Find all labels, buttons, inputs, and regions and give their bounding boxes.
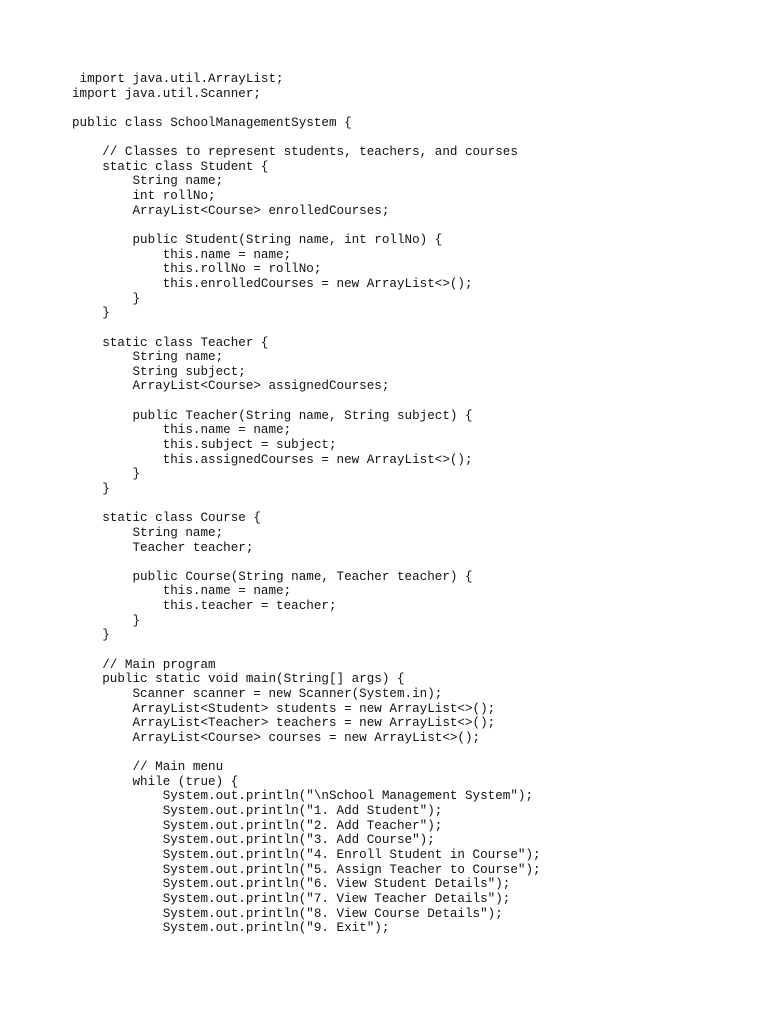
- code-line: System.out.println("7. View Teacher Details");: [72, 891, 511, 906]
- code-line: public Course(String name, Teacher teacher) {: [72, 569, 473, 584]
- code-line: System.out.println("4. Enroll Student in Course");: [72, 847, 541, 862]
- code-line: public Teacher(String name, String subject) {: [72, 408, 473, 423]
- code-line: }: [72, 628, 110, 643]
- code-line: System.out.println("3. Add Course");: [72, 833, 435, 848]
- code-line: [72, 321, 541, 336]
- code-line: Teacher teacher;: [72, 540, 254, 555]
- code-line: public class SchoolManagementSystem {: [72, 115, 352, 130]
- code-line: while (true) {: [72, 774, 239, 789]
- code-line: [72, 555, 541, 570]
- code-line: [72, 745, 541, 760]
- code-line: }: [72, 306, 110, 321]
- code-line: // Main program: [72, 657, 216, 672]
- code-line: System.out.println("5. Assign Teacher to Course");: [72, 862, 541, 877]
- code-line: static class Student {: [72, 159, 269, 174]
- code-line: this.teacher = teacher;: [72, 599, 337, 614]
- code-line: System.out.println("6. View Student Details");: [72, 877, 511, 892]
- code-line: System.out.println("8. View Course Details");: [72, 906, 503, 921]
- code-line: static class Course {: [72, 511, 261, 526]
- code-line: ArrayList<Teacher> teachers = new ArrayList<>();: [72, 716, 496, 731]
- code-line: ArrayList<Course> assignedCourses;: [72, 379, 390, 394]
- code-line: System.out.println("\nSchool Management System");: [72, 789, 534, 804]
- code-line: this.name = name;: [72, 584, 292, 599]
- code-line: [72, 643, 541, 658]
- code-line: }: [72, 613, 141, 628]
- code-line: int rollNo;: [72, 189, 216, 204]
- code-line: [72, 497, 541, 512]
- code-line: this.name = name;: [72, 423, 292, 438]
- code-line: [72, 131, 541, 146]
- code-line: this.enrolledCourses = new ArrayList<>();: [72, 276, 473, 291]
- code-line: ArrayList<Course> enrolledCourses;: [72, 203, 390, 218]
- code-line: String name;: [72, 174, 224, 189]
- code-line: }: [72, 481, 110, 496]
- code-line: System.out.println("2. Add Teacher");: [72, 818, 443, 833]
- code-line: String name;: [72, 525, 224, 540]
- code-line: Scanner scanner = new Scanner(System.in);: [72, 686, 443, 701]
- code-line: String name;: [72, 350, 224, 365]
- code-line: static class Teacher {: [72, 335, 269, 350]
- code-line: public Student(String name, int rollNo) {: [72, 233, 443, 248]
- code-line: [72, 218, 541, 233]
- code-line: System.out.println("1. Add Student");: [72, 804, 443, 819]
- code-line: System.out.println("9. Exit");: [72, 921, 390, 936]
- code-line: }: [72, 467, 141, 482]
- code-line: ArrayList<Student> students = new ArrayList<>();: [72, 701, 496, 716]
- code-line: [72, 101, 541, 116]
- code-line: [72, 394, 541, 409]
- code-line: // Main menu: [72, 760, 224, 775]
- code-line: this.subject = subject;: [72, 438, 337, 453]
- code-line: }: [72, 291, 141, 306]
- code-line: import java.util.Scanner;: [72, 86, 261, 101]
- code-line: // Classes to represent students, teachers, and courses: [72, 145, 518, 160]
- code-line: import java.util.ArrayList;: [72, 72, 284, 86]
- code-listing: [72, 72, 541, 936]
- code-line: this.assignedCourses = new ArrayList<>();: [72, 452, 473, 467]
- code-line: this.rollNo = rollNo;: [72, 262, 322, 277]
- code-line: public static void main(String[] args) {: [72, 672, 405, 687]
- code-line: ArrayList<Course> courses = new ArrayList<>();: [72, 730, 481, 745]
- code-line: this.name = name;: [72, 247, 292, 262]
- code-line: String subject;: [72, 364, 246, 379]
